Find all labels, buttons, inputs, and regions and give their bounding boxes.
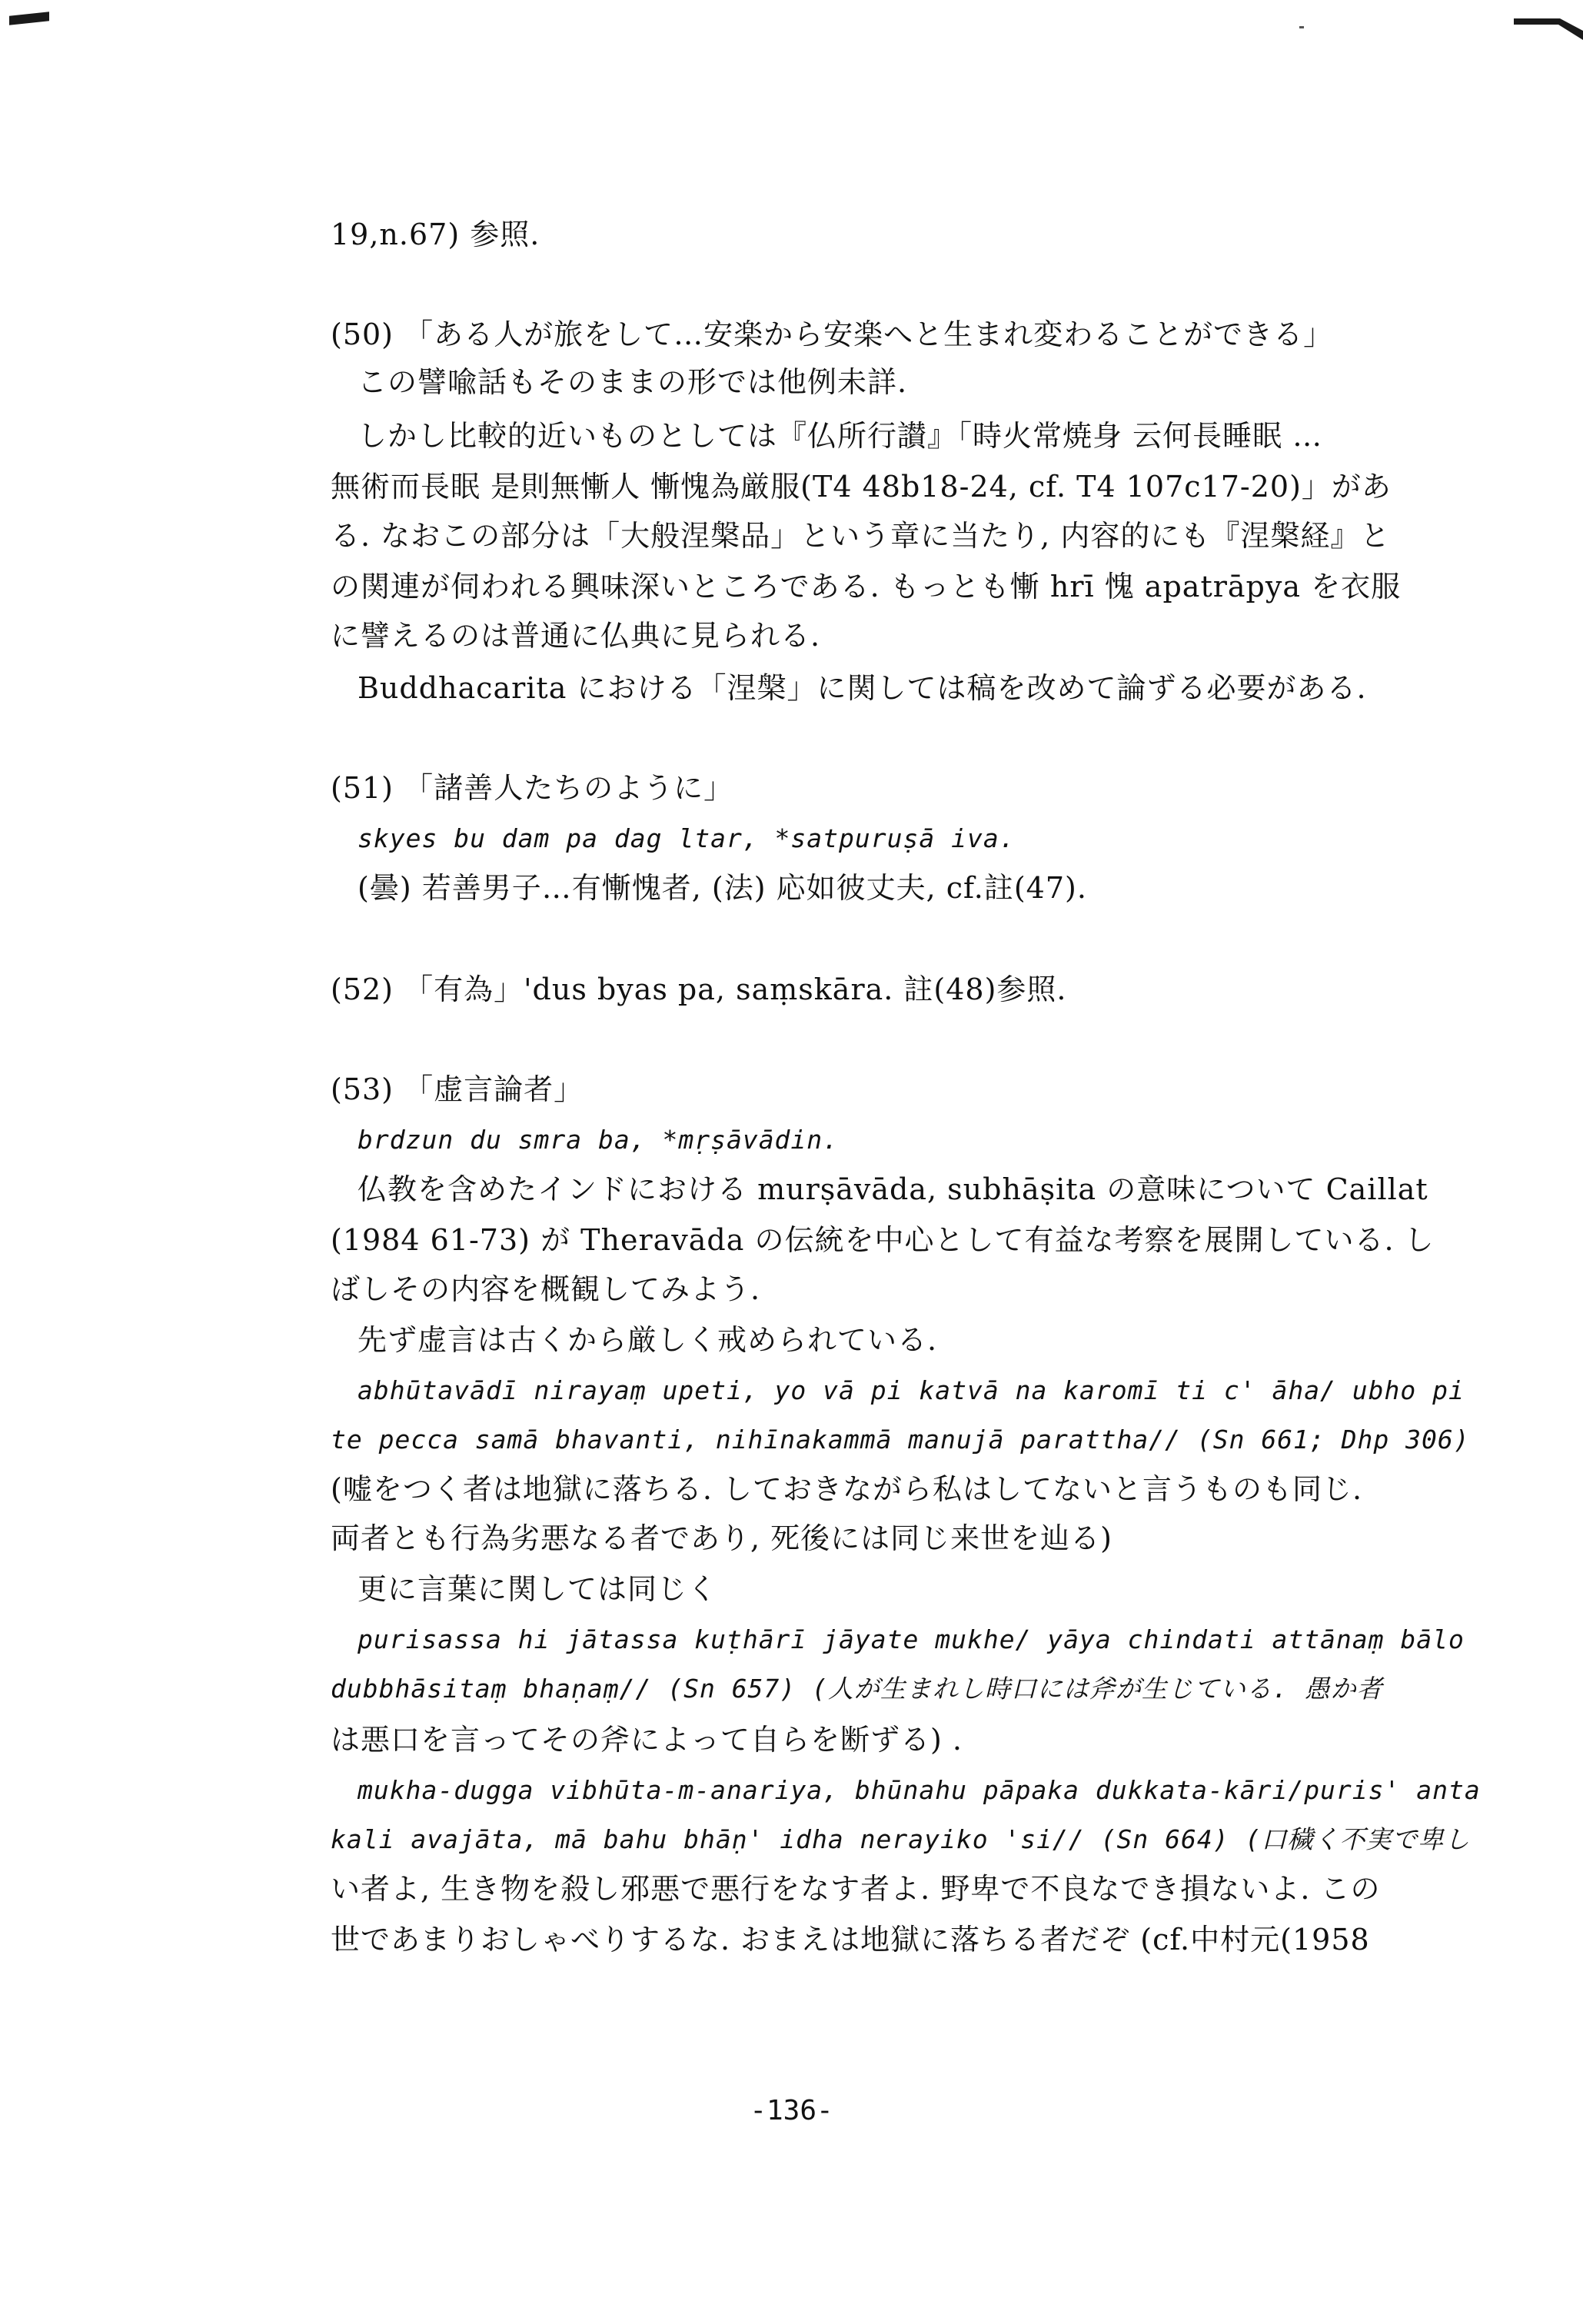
text-line: の関連が伺われる興味深いところである. もっとも慚 hrī 愧 apatrāpya を衣服 [331,570,1402,603]
text-line: 先ず虚言は古くから厳しく戒められている. [358,1323,938,1357]
text-line: ばしその内容を概観してみよう. [331,1272,761,1306]
text-line: この譬喩話もそのままの形では他例未詳. [358,365,908,399]
note-heading-50: (50) 「ある人が旅をして…安楽から安楽へと生まれ変わることができる」 [331,318,1334,351]
text-line: る. なおこの部分は「大般涅槃品」という章に当たり, 内容的にも『涅槃経』と [331,519,1391,553]
text-line: mukha-dugga vibhūta-m-anariya, bhūnahu pāpaka dukkata-kāri/puris' anta [358,1775,1481,1805]
scan-corner-mark-right [1514,14,1583,45]
text-line: 19,n.67) 参照. [331,218,540,251]
text-line: (1984 61-73) が Theravāda の伝統を中心として有益な考察を展開している. し [331,1223,1435,1257]
text-line: い者よ, 生き物を殺し邪悪で悪行をなす者よ. 野卑で不良なでき損ないよ. この [331,1872,1381,1906]
text-line: (曇) 若善男子…有慚愧者, (法) 応如彼丈夫, cf.註(47). [358,871,1087,905]
text-line: しかし比較的近いものとしては『仏所行讃』「時火常焼身 云何長睡眠 … [358,419,1323,453]
text-line: abhūtavādī nirayaṃ upeti, yo vā pi katvā na karomī ti c' āha/ ubho pi [358,1375,1465,1405]
text-line: purisassa hi jātassa kuṭhārī jāyate mukhe/ yāya chindati attānaṃ bālo [358,1624,1465,1654]
text-line: Buddhacarita における「涅槃」に関しては稿を改めて論ずる必要がある. [358,671,1367,705]
text-line: skyes bu dam pa dag ltar, *satpuruṣā iva. [358,823,1016,853]
text-line: 無術而長眠 是則無慚人 慚愧為厳服(T4 48b18-24, cf. T4 107c17-20)」があ [331,470,1392,504]
text-line: は悪口を言ってその斧によって自らを断ずる) . [331,1723,963,1757]
text-line: dubbhāsitaṃ bhaṇaṃ// (Sn 657) (人が生まれし時口には斧が生じている. 愚か者 [331,1674,1383,1704]
text-line: に譬えるのは普通に仏典に見られる. [331,619,821,653]
scan-speck [1299,26,1304,28]
scan-corner-mark-left [9,12,49,25]
text-line: brdzun du smra ba, *mṛṣāvādin. [358,1125,840,1155]
text-line: (嘘をつく者は地獄に落ちる. しておきながら私はしてないと言うものも同じ. [331,1472,1363,1506]
text-line: 両者とも行為劣悪なる者であり, 死後には同じ来世を辿る) [331,1521,1112,1555]
text-line: kali avajāta, mā bahu bhāṇ' idha nerayiko 'si// (Sn 664) (口穢く不実で卑し [331,1824,1471,1854]
note-heading-53: (53) 「虚言論者」 [331,1072,584,1106]
text-line: 更に言葉に関しては同じく [358,1572,718,1606]
text-line: te pecca samā bhavanti, nihīnakammā manujā parattha// (Sn 661; Dhp 306) [331,1425,1470,1455]
note-heading-51: (51) 「諸善人たちのように」 [331,771,734,805]
text-line: 世であまりおしゃべりするな. おまえは地獄に落ちる者だぞ (cf.中村元(1958 [331,1923,1370,1957]
note-heading-52: (52) 「有為」'dus byas pa, saṃskāra. 註(48)参照. [331,972,1067,1006]
text-line: 仏教を含めたインドにおける murṣāvāda, subhāṣita の意味について Caillat [358,1172,1428,1206]
page-number: -136- [750,2095,833,2126]
